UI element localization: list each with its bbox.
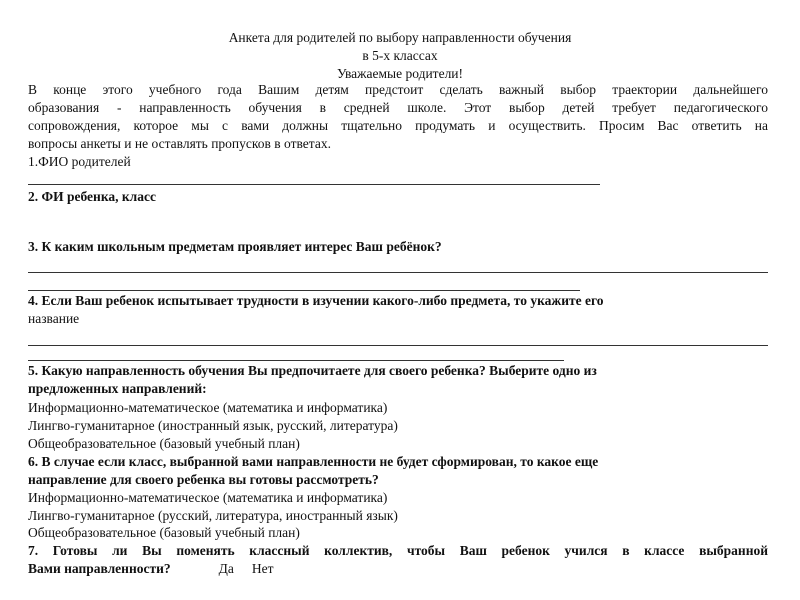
question-3: 3. К каким школьным предметам проявляет интерес Ваш ребёнок? [28, 239, 442, 254]
question-7: 7. Готовы ли Вы поменять классный коллектив, чтобы Ваш ребенок учился в классе выбранной [28, 543, 768, 558]
answer-yes[interactable]: Да [218, 561, 234, 576]
answer-line-3b[interactable] [28, 290, 580, 291]
q6-option[interactable]: Информационно-математическое (математика и информатика) [28, 490, 388, 505]
answer-line-3a[interactable] [28, 272, 768, 273]
answer-line-1[interactable] [28, 184, 600, 185]
question-7-text: Вами направленности? [28, 561, 171, 576]
question-4: 4. Если Ваш ребенок испытывает трудности в изучении какого-либо предмета, то укажите его [28, 293, 604, 308]
q5-option[interactable]: Общеобразовательное (базовый учебный план) [28, 436, 300, 451]
q5-option[interactable]: Лингво-гуманитарное (иностранный язык, русский, литература) [28, 418, 398, 433]
q6-option[interactable]: Лингво-гуманитарное (русский, литература, иностранный язык) [28, 508, 398, 523]
answer-no[interactable]: Нет [251, 561, 274, 576]
answer-line-4a[interactable] [28, 345, 768, 346]
question-5-cont: предложенных направлений: [28, 381, 207, 396]
question-5: 5. Какую направленность обучения Вы предпочитаете для своего ребенка? Выберите одно из [28, 363, 597, 378]
question-4-cont: название [28, 311, 80, 326]
intro-line: В конце этого учебного года Вашим детям предстоит сделать важный выбор траектории дальнейшего [28, 82, 768, 97]
question-2: 2. ФИ ребенка, класс [28, 189, 156, 204]
title-grade: в 5-х классах [362, 48, 438, 63]
intro-line: образования - направленность обучения в средней школе. Этот выбор детей требует педагогического [28, 100, 768, 115]
question-7-cont [28, 560, 274, 577]
q5-option[interactable]: Информационно-математическое (математика и информатика) [28, 400, 388, 415]
title: Анкета для родителей по выбору направленности обучения [228, 30, 572, 45]
question-6: 6. В случае если класс, выбранной вами направленности не будет сформирован, то какое еще [28, 454, 599, 469]
question-1: 1.ФИО родителей [28, 154, 131, 169]
answer-line-4b[interactable] [28, 360, 564, 361]
q6-option[interactable]: Общеобразовательное (базовый учебный план) [28, 525, 300, 540]
greeting: Уважаемые родители! [336, 66, 464, 81]
intro-line: вопросы анкеты и не оставлять пропусков в ответах. [28, 136, 331, 151]
question-6-cont: направление для своего ребенка вы готовы рассмотреть? [28, 472, 379, 487]
intro-line: сопровождения, которое мы с вами должны тщательно продумать и осуществить. Просим Вас ответить на [28, 118, 768, 133]
